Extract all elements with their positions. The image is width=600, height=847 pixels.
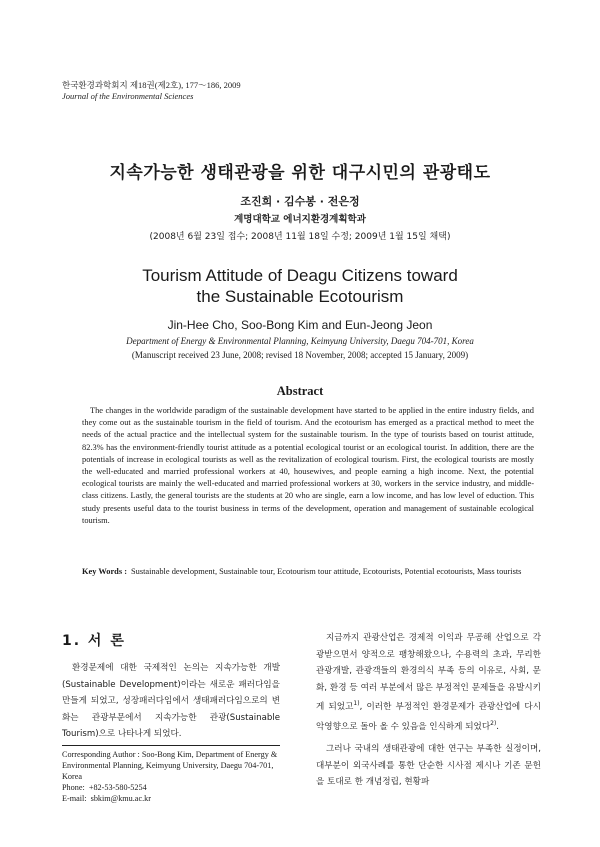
- keywords: [82, 566, 534, 578]
- korean-title: 지속가능한 생태관광을 위한 대구시민의 관광태도: [109, 163, 491, 183]
- korean-authors: 조진희 · 김수봉 · 전은정: [240, 195, 360, 208]
- journal-citation: [62, 80, 241, 102]
- abstract-heading: Abstract: [276, 384, 324, 398]
- para1-text-a: 지금까지 관광산업은 경제적 이익과 무공해 산업으로 각광받으면서 양적으로 팽창해왔으나, 수용력의 초과, 무리한 관광개발, 관광객들의 환경의식 부족 등의 이유로, 사회, 문화, 환경 등 여러 부분에서 많은 부정적인 문제들을 유발시키게 되었고: [316, 633, 541, 713]
- abstract-text: The changes in the worldwide paradigm of the sustainable development have started to be applied in the entire industry fields, and they come out as the sustainable tourism in the field of tourism. And the ecotourism has emerged as a practical method to meet the needs of the actual practice and the intellectual system for the sustainable tourism. In the type of tourists based on tourist attitude, 82.3% has the environment-friendly tourist attitude as a potential ecological tourist or an ecological tourist. In addition, there are the potentials of increase in ecological tourists as well as the revitalization of ecological tourism. First, the ecological tourists are mostly the well-educated and married professional workers at 40, housewives, and people earning a high income. Next, the potential ecological tourists are mainly the well-educated and married professional workers at 30, workers in the service industry, and middle-class citizens. Lastly, the general tourists are the students at 20 who are single, earn a low income, and has low level of eduction. This study presents useful data to the tourist business in terms of the development, operation and management of sustainable ecological tourism.: [82, 406, 534, 525]
- english-affiliation: Department of Energy & Environmental Planning, Keimyung University, Daegu 704-701, Korea: [126, 336, 474, 346]
- english-authors: Jin-Hee Cho, Soo-Bong Kim and Eun-Jeong Jeon: [167, 318, 433, 332]
- left-column: [62, 630, 280, 743]
- corresponding-author: Corresponding Author : Soo-Bong Kim, Department of Energy & Environmental Planning, Keimyung University, Daegu 704-701, Korea: [62, 750, 280, 781]
- phone: Phone: +82-53-580-5254: [62, 783, 147, 792]
- intro-paragraph-left: 환경문제에 대한 국제적인 논의는 지속가능한 개발(Sustainable Development)이라는 새로운 패러다임을 만들게 되었고, 성장패러다임에서 생태패러다임으로의 변화는 관광부문에서 지속가능한 관광(Sustainable Tourism)으로 나타나게 되었다.: [62, 663, 280, 740]
- english-title-line1: Tourism Attitude of Deagu Citizens toward: [142, 266, 458, 285]
- intro-paragraph-right-2: 그러나 국내의 생태관광에 대한 연구는 부족한 실정이며, 대부분이 외국사례를 통한 단순한 시사점 제시나 기존 문헌을 토대로 한 개념정립, 현황파: [316, 744, 541, 788]
- korean-dates: (2008년 6월 23일 접수; 2008년 11월 18일 수정; 2009년 1월 15일 채택): [149, 232, 451, 242]
- keywords-text: Sustainable development, Sustainable tour, Ecotourism tour attitude, Ecotourists, Potential ecotourists, Mass tourists: [130, 567, 522, 576]
- keywords-label: Key Words :: [82, 567, 127, 576]
- english-dates: (Manuscript received 23 June, 2008; revised 18 November, 2008; accepted 15 January, 2009): [131, 350, 469, 360]
- intro-paragraph-right-1: [316, 630, 541, 735]
- para1-text-b: , 이러한 부정적인 환경문제가 관광산업에 다시 악영향으로 돌아 올 수 있음을 인식하게 되었다: [316, 702, 541, 732]
- email: E-mail: sbkim@kmu.ac.kr: [62, 794, 151, 803]
- footnote-ref-2: 2): [490, 719, 497, 727]
- correspondence-footnote: [62, 745, 280, 804]
- right-column: [316, 630, 541, 791]
- journal-citation-korean: 한국환경과학회지 제18권(제2호), 177～186, 2009: [62, 80, 241, 90]
- english-title: [0, 265, 600, 307]
- para1-text-end: .: [496, 721, 500, 732]
- journal-name-english: Journal of the Environmental Sciences: [62, 91, 194, 101]
- footnote-ref-1: 1): [353, 700, 360, 708]
- english-title-line2: the Sustainable Ecotourism: [196, 287, 404, 306]
- section-heading: 1. 서 론: [62, 633, 126, 649]
- korean-affiliation: 계명대학교 에너지환경계획학과: [234, 214, 366, 225]
